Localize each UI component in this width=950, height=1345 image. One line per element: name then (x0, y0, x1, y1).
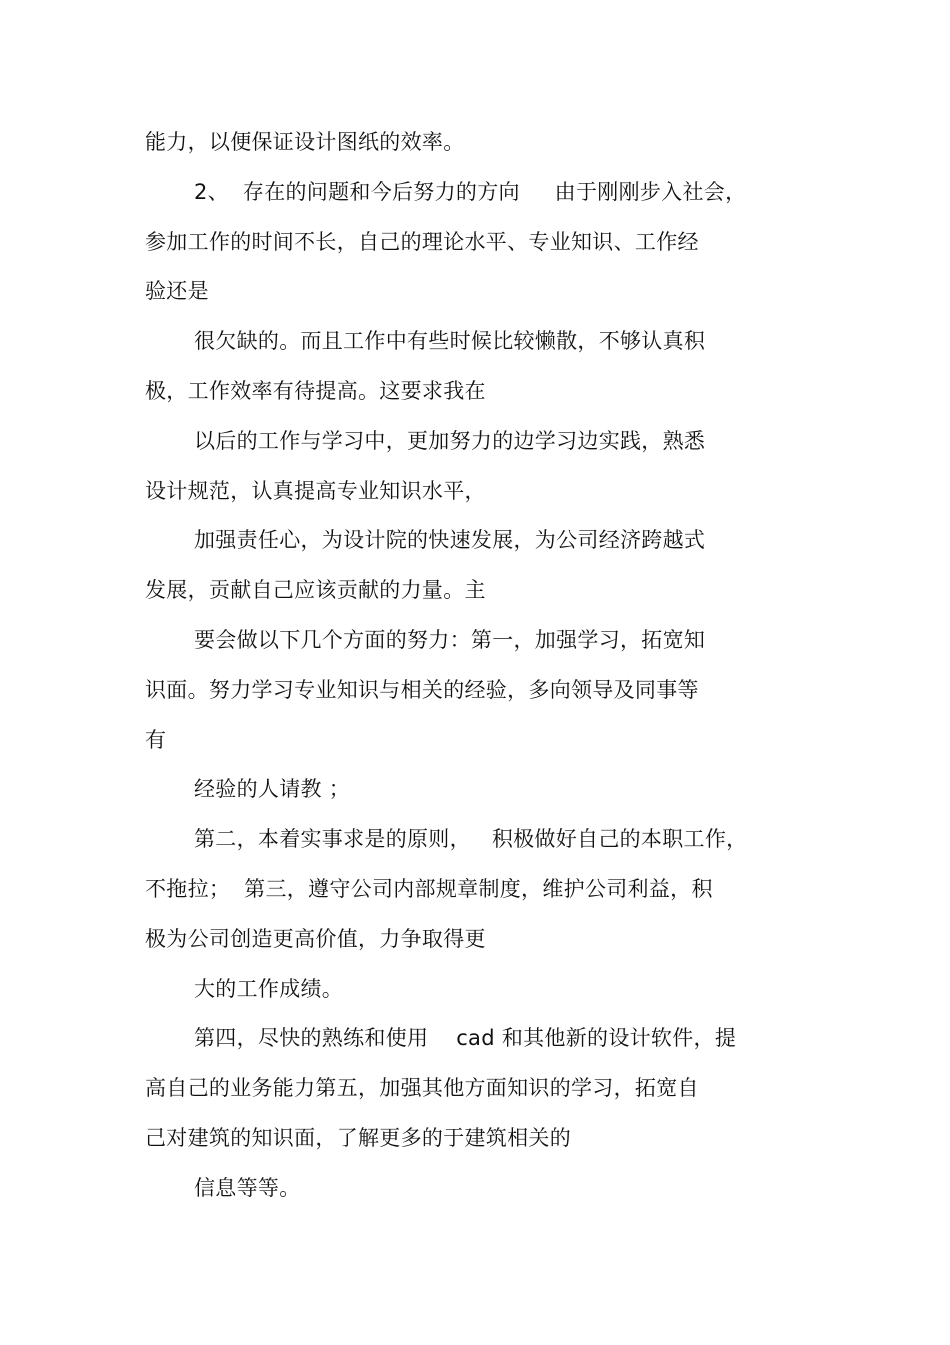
text-line: 2、 存在的问题和今后努力的方向 由于刚刚步入社会， (194, 180, 747, 204)
text-line: 识面。努力学习专业知识与相关的经验，多向领导及同事等 (145, 678, 699, 702)
text-line: 信息等等。 (194, 1176, 301, 1200)
text-line: 极，工作效率有待提高。这要求我在 (145, 379, 486, 403)
text-line: 己对建筑的知识面，了解更多的于建筑相关的 (145, 1126, 571, 1150)
text-line: 发展，贡献自己应该贡献的力量。主 (145, 578, 486, 602)
text-line: 设计规范，认真提高专业知识水平， (145, 479, 486, 503)
text-line: 能力，以便保证设计图纸的效率。 (145, 130, 465, 154)
text-line: 不拖拉； 第三，遵守公司内部规章制度，维护公司利益，积 (145, 877, 713, 901)
text-line: 参加工作的时间不长，自己的理论水平、专业知识、工作经 (145, 230, 699, 254)
text-line: 第四，尽快的熟练和使用 cad 和其他新的设计软件，提 (194, 1026, 737, 1050)
text-line: 加强责任心，为设计院的快速发展，为公司经济跨越式 (194, 528, 706, 552)
text-line: 很欠缺的。而且工作中有些时候比较懒散，不够认真积 (194, 329, 706, 353)
text-line: 高自己的业务能力第五，加强其他方面知识的学习，拓宽自 (145, 1076, 699, 1100)
text-line: 有 (145, 728, 167, 752)
text-line: 极为公司创造更高价值，力争取得更 (145, 927, 486, 951)
text-line: 第二，本着实事求是的原则， 积极做好自己的本职工作， (194, 827, 748, 851)
text-line: 大的工作成绩。 (194, 977, 344, 1001)
text-line: 经验的人请教 ； (194, 777, 351, 801)
text-line: 验还是 (145, 279, 209, 303)
text-line: 以后的工作与学习中，更加努力的边学习边实践，熟悉 (194, 429, 706, 453)
text-line: 要会做以下几个方面的努力：第一，加强学习，拓宽知 (194, 628, 706, 652)
